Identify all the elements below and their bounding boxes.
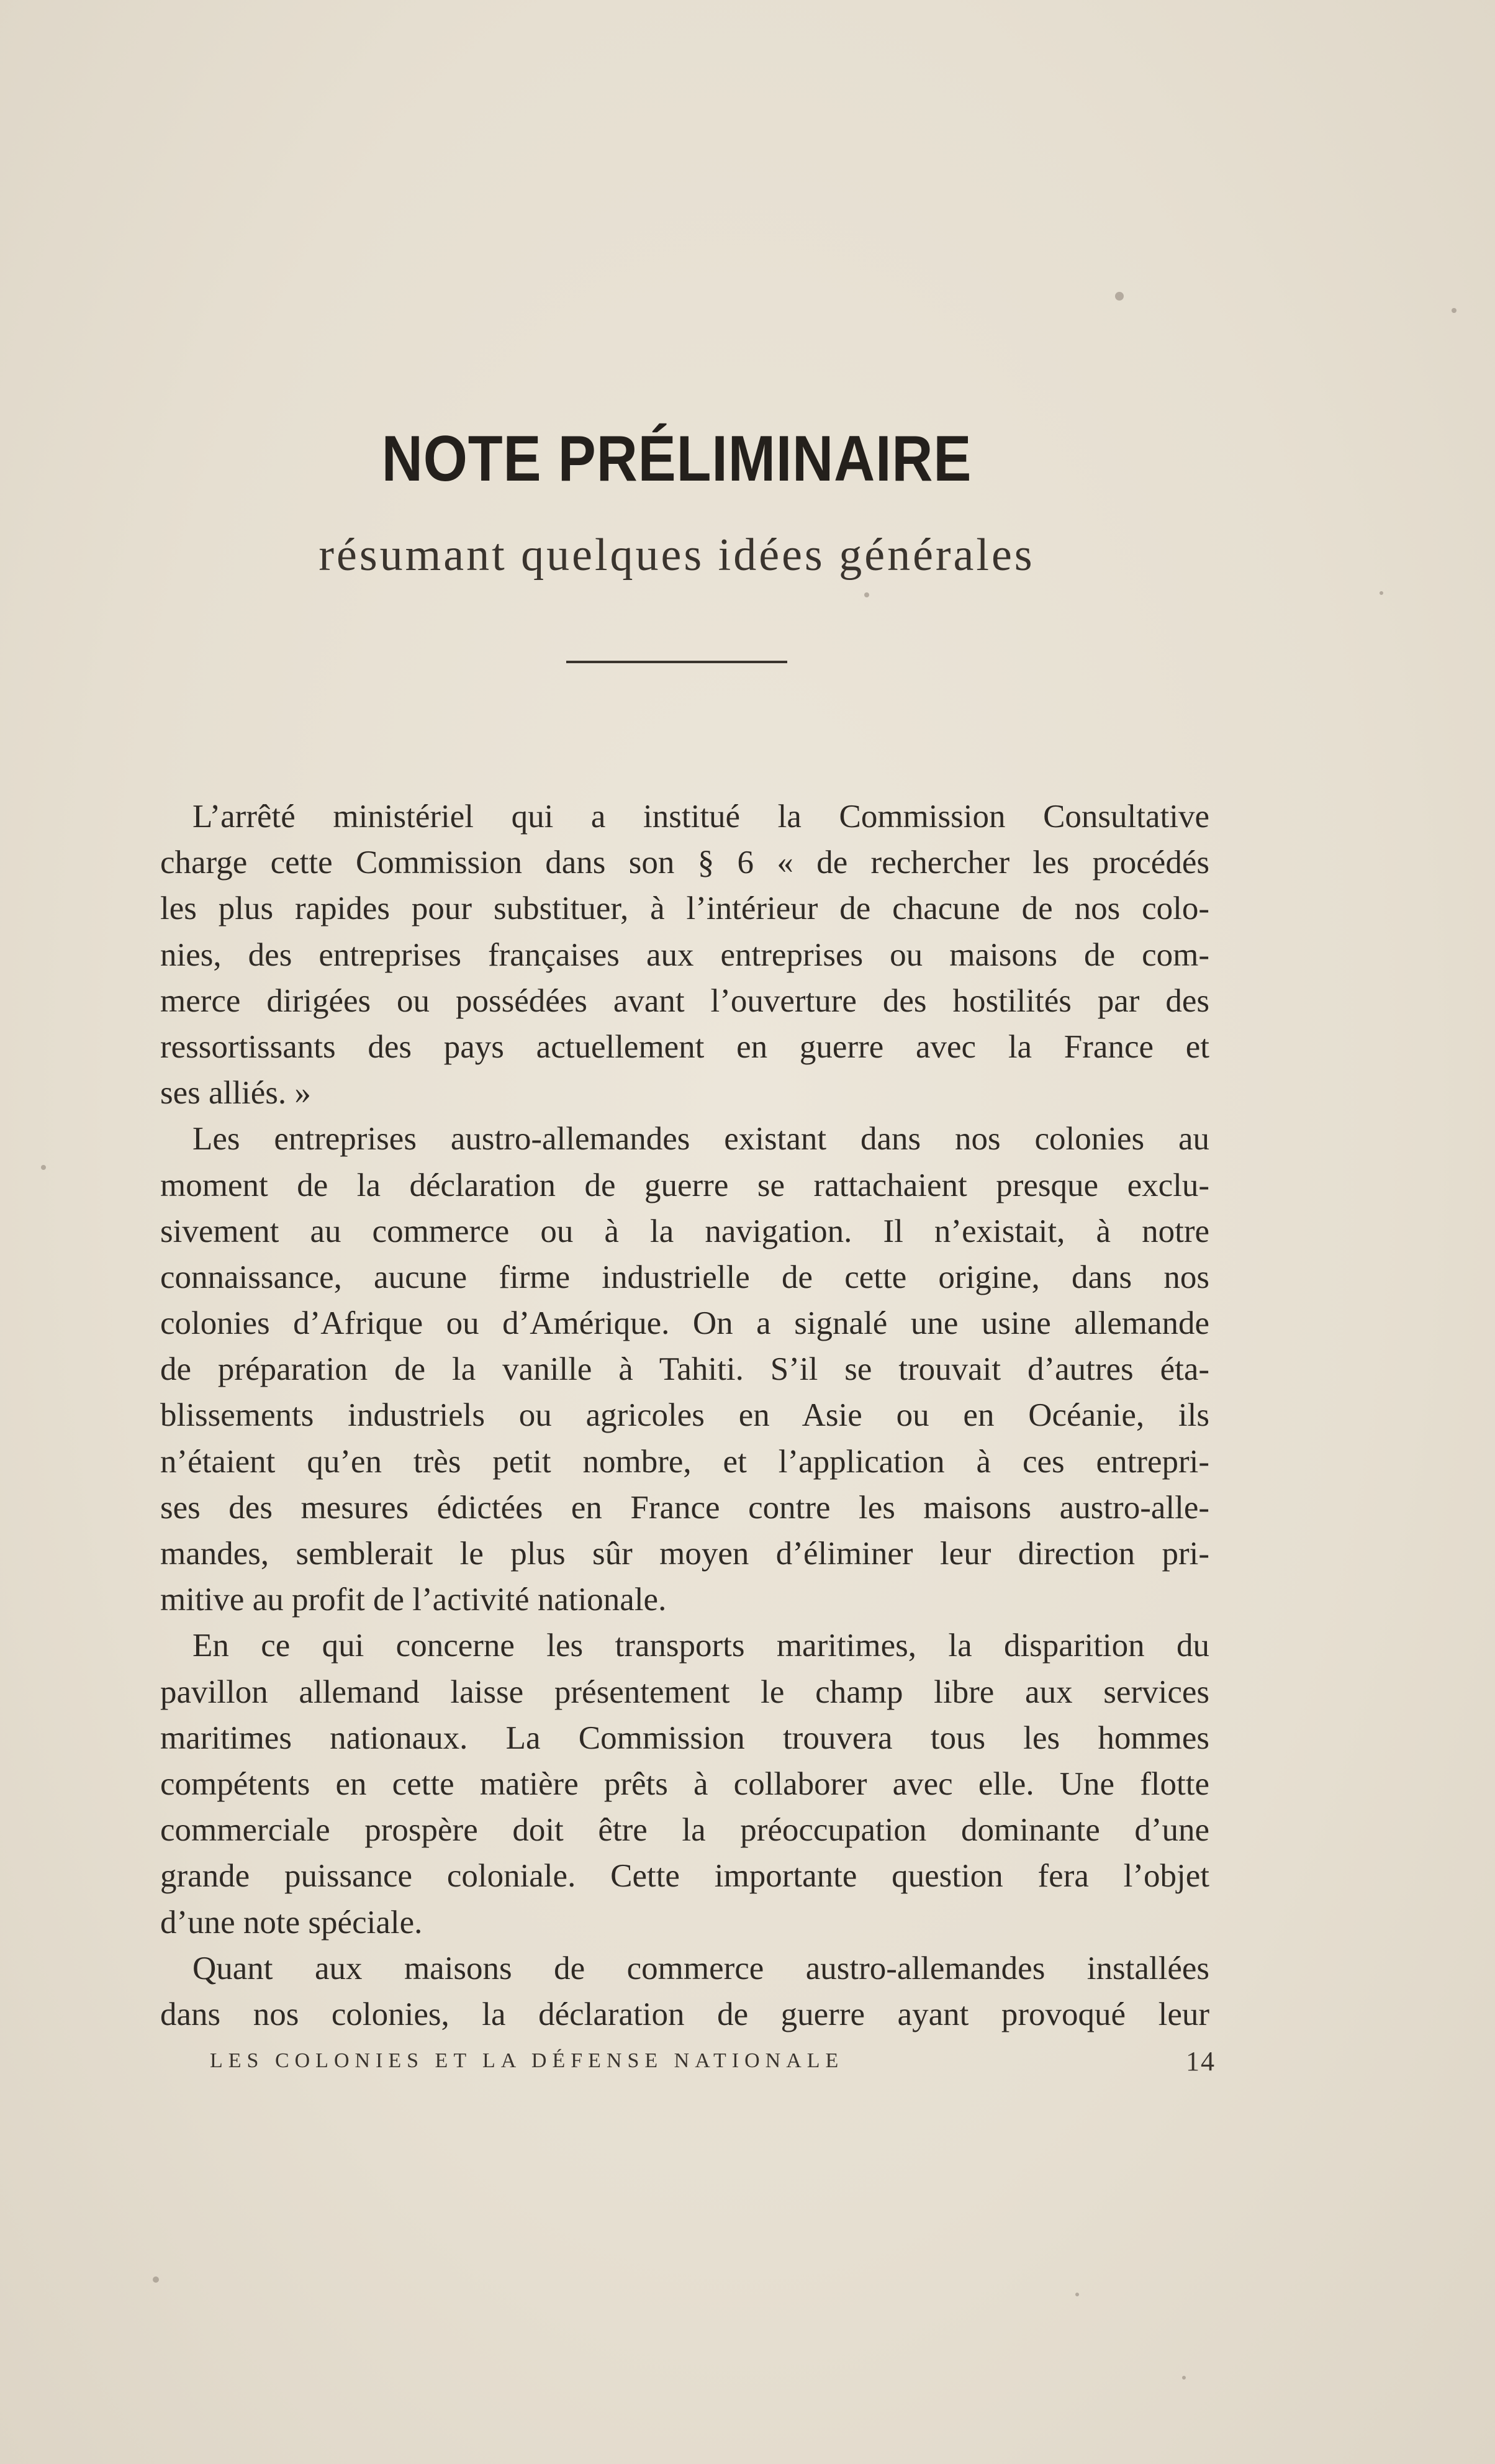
paper-speck <box>1380 591 1383 595</box>
text-line: nies, des entreprises françaises aux entreprises ou maisons de com- <box>160 936 1209 973</box>
paper-speck <box>1115 292 1124 301</box>
text-line: commerciale prospère doit être la préoccupation dominante d’une <box>160 1812 1209 1849</box>
title-divider <box>566 661 787 663</box>
paper-speck <box>1182 2376 1186 2380</box>
text-line: merce dirigées ou possédées avant l’ouverture des hostilités par des <box>160 982 1209 1019</box>
text-line: les plus rapides pour substituer, à l’intérieur de chacune de nos colo- <box>160 890 1209 927</box>
text-line: maritimes nationaux. La Commission trouvera tous les hommes <box>160 1719 1209 1756</box>
text-line: mitive au profit de l’activité nationale. <box>160 1582 667 1618</box>
page-number: 14 <box>1186 2046 1216 2077</box>
text-line: ressortissants des pays actuellement en guerre avec la France et <box>160 1028 1209 1065</box>
running-footer: LES COLONIES ET LA DÉFENSE NATIONALE <box>210 2049 844 2072</box>
paper-speck <box>153 2276 159 2283</box>
text-line: n’étaient qu’en très petit nombre, et l’application à ces entrepri- <box>160 1443 1209 1480</box>
text-line: de préparation de la vanille à Tahiti. S’il se trouvait d’autres éta- <box>160 1351 1209 1388</box>
text-line: d’une note spéciale. <box>160 1904 423 1941</box>
text-line: Quant aux maisons de commerce austro-allemandes installées <box>192 1950 1209 1986</box>
text-line: blissements industriels ou agricoles en Asie ou en Océanie, ils <box>160 1397 1209 1434</box>
text-line: mandes, semblerait le plus sûr moyen d’éliminer leur direction pri- <box>160 1536 1209 1572</box>
paper-speck <box>864 592 869 597</box>
paper-speck <box>1452 308 1457 313</box>
text-line: charge cette Commission dans son § 6 « de rechercher les procédés <box>160 845 1209 881</box>
text-line: connaissance, aucune firme industrielle de cette origine, dans nos <box>160 1259 1209 1295</box>
page-subtitle: résumant quelques idées générales <box>318 530 1035 581</box>
text-line: Les entreprises austro-allemandes existant dans nos colonies au <box>192 1121 1209 1157</box>
text-line: moment de la déclaration de guerre se rattachaient presque exclu- <box>160 1167 1209 1203</box>
text-line: grande puissance coloniale. Cette importante question fera l’objet <box>160 1858 1209 1895</box>
text-line: En ce qui concerne les transports maritimes, la disparition du <box>192 1628 1209 1664</box>
text-line: compétents en cette matière prêts à collaborer avec elle. Une flotte <box>160 1765 1209 1802</box>
text-line: ses des mesures édictées en France contre les maisons austro-alle- <box>160 1489 1209 1526</box>
paper-speck <box>1075 2293 1079 2296</box>
page-title: NOTE PRÉLIMINAIRE <box>381 423 972 495</box>
paper-speck <box>41 1165 46 1170</box>
text-line: ses alliés. » <box>160 1075 311 1112</box>
text-line: pavillon allemand laisse présentement le champ libre aux services <box>160 1674 1209 1710</box>
text-line: L’arrêté ministériel qui a institué la Commission Consultative <box>192 799 1209 835</box>
text-line: sivement au commerce ou à la navigation. Il n’existait, à notre <box>160 1213 1209 1249</box>
text-line: colonies d’Afrique ou d’Amérique. On a signalé une usine allemande <box>160 1305 1209 1342</box>
body-text <box>160 794 1209 2037</box>
text-line: dans nos colonies, la déclaration de guerre ayant provoqué leur <box>160 1996 1209 2032</box>
